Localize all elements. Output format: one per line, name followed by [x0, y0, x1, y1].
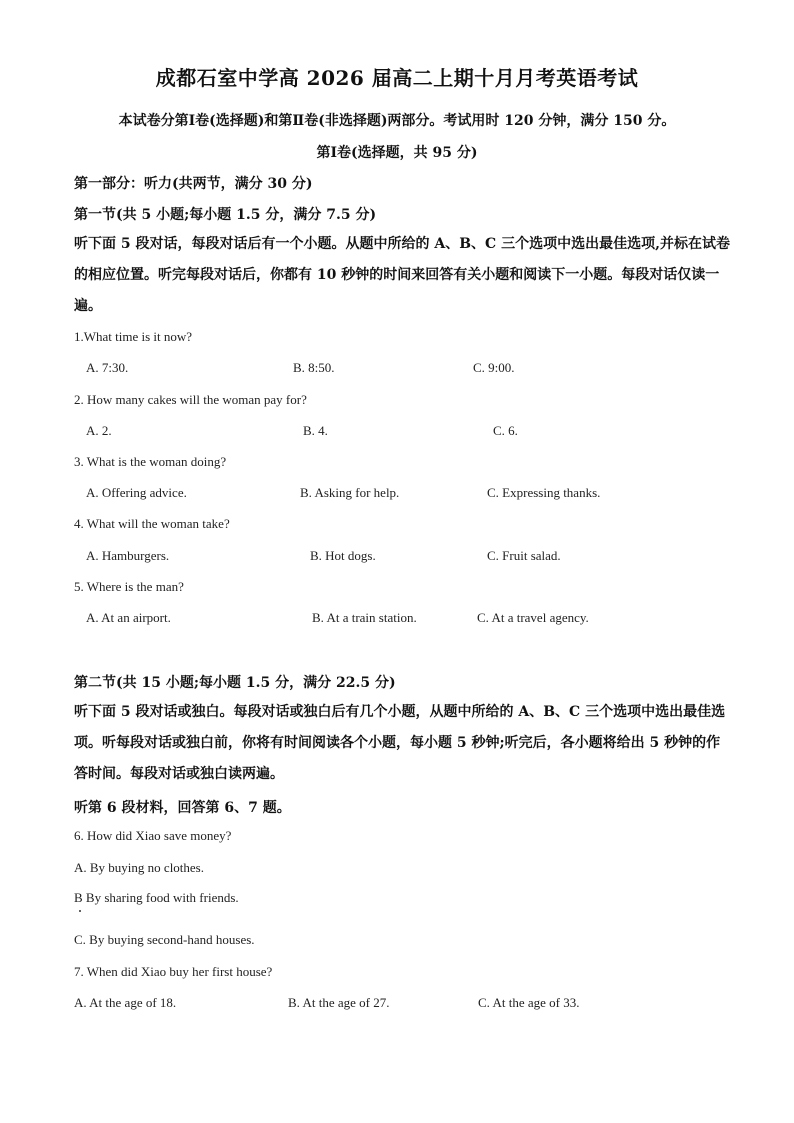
question-5-option-a: A. At an airport. [86, 610, 171, 625]
section1-heading: 第一节(共 5 小题;每小题 1.5 分，满分 7.5 分) [74, 207, 377, 223]
question-2-option-b: B. 4. [303, 423, 328, 438]
question-2: 2. How many cakes will the woman pay for? [74, 392, 307, 407]
question-3-option-b: B. Asking for help. [300, 485, 400, 500]
question-3: 3. What is the woman doing? [74, 454, 227, 469]
question-6-option-c: C. By buying second-hand houses. [74, 932, 255, 947]
question-7-option-b: B. At the age of 27. [288, 995, 390, 1010]
question-1-option-b: B. 8:50. [293, 360, 335, 375]
question-6-option-a: A. By buying no clothes. [74, 860, 204, 875]
question-4: 4. What will the woman take? [74, 516, 230, 531]
question-3-option-a: A. Offering advice. [86, 485, 187, 500]
question-7-option-a: A. At the age of 18. [74, 995, 177, 1010]
material-6-heading: 听第 6 段材料，回答第 6、7 题。 [74, 800, 291, 816]
question-1-option-c: C. 9:00. [473, 360, 515, 375]
question-7-option-c: C. At the age of 33. [478, 995, 580, 1010]
question-1: 1.What time is it now? [74, 329, 193, 344]
question-5-option-b: B. At a train station. [312, 610, 417, 625]
stray-dot [79, 910, 81, 912]
section2-instructions: 听下面 5 段对话或独白。每段对话或独白后有几个小题，从题中所给的 A、B、C 三个选项中选出最佳选项。听每段对话或独白前，你将有时间阅读各个小题，每小题 5 秒钟;听完后，各小题将给出 5 秒钟的作答时间。每段对话或独白读两遍。 [74, 704, 726, 782]
section1-instructions: 听下面 5 段对话，每段对话后有一个小题。从题中所给的 A、B、C 三个选项中选出最佳选项,并标在试卷的相应位置。听完每段对话后，你都有 10 秒钟的时间来回答有关小题和阅读下一小题。每段对话仅读一遍。 [74, 236, 730, 314]
exam-title: 成都石室中学高 2026 届高二上期十月月考英语考试 [155, 66, 639, 90]
question-4-option-b: B. Hot dogs. [310, 548, 376, 563]
question-1-option-a: A. 7:30. [86, 360, 129, 375]
exam-intro: 本试卷分第Ⅰ卷(选择题)和第Ⅱ卷(非选择题)两部分。考试用时 120 分钟，满分 150 分。 [118, 113, 676, 129]
question-2-option-c: C. 6. [493, 423, 518, 438]
question-7: 7. When did Xiao buy her first house? [74, 964, 273, 979]
question-5-option-c: C. At a travel agency. [477, 610, 589, 625]
question-5: 5. Where is the man? [74, 579, 184, 594]
part1-heading: 第一部分：听力(共两节，满分 30 分) [74, 176, 313, 192]
question-6: 6. How did Xiao save money? [74, 828, 232, 843]
question-4-option-c: C. Fruit salad. [487, 548, 561, 563]
section2-heading: 第二节(共 15 小题;每小题 1.5 分，满分 22.5 分) [74, 675, 396, 691]
question-2-option-a: A. 2. [86, 423, 112, 438]
question-3-option-c: C. Expressing thanks. [487, 485, 601, 500]
question-4-option-a: A. Hamburgers. [86, 548, 170, 563]
volume-heading: 第Ⅰ卷(选择题，共 95 分) [316, 145, 478, 161]
question-6-option-b: B By sharing food with friends. [74, 890, 239, 905]
